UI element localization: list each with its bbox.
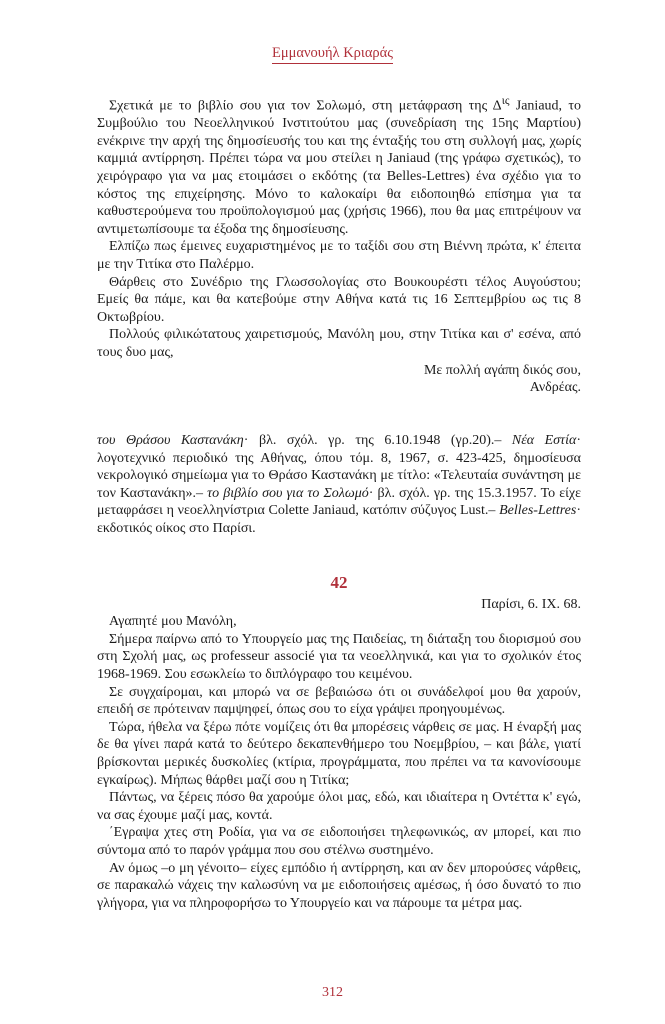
- letter-42-paragraph: Πάντως, να ξέρεις πόσο θα χαρούμε όλοι μας, εδώ, και ιδιαίτερα η Οντέττα κ' εγώ, να σας έχουμε μαζί μας, κοντά.: [97, 790, 581, 823]
- letter-number: 42: [330, 573, 348, 592]
- running-head-text: Εμμανουήλ Κριαράς: [272, 45, 393, 64]
- notes-block: [97, 432, 581, 538]
- letter-42-paragraph: Αν όμως –ο μη γένοιτο– είχες εμπόδιο ή αντίρρηση, και αν δεν μπορούσες νάρθεις, σε παρακαλώ νάχεις την καλωσύνη να με ειδοποιήσεις αμέσως, ή όσο δυνατό το πιο γλήγορα, για να πληροφορήσω το Υπουργείο και να πάρουμε τα μέτρα μας.: [97, 860, 581, 911]
- letter-41-paragraph: Σχετικά με το βιβλίο σου για τον Σολωμό, στη μετάφραση της $\Delta^{\iota\varsigma}$ Janiaud, το Συμβούλιο του Νεοελληνικού Ινστιτούτου μας (συνεδρίαση της 15ης Μαρτίου) ενέκρινε την αρχή της δημοσίευσής του και της ένταξής του στη συλλογή μας, χωρίς καμμιά αντίρρηση. Πρέπει τώρα να μου στείλει η Janiaud (της γράφω σχετικώς), το χειρόγραφο για να μας ετοιμάσει ο εκδότης (τα Belles-Lettres) ένα σχέδιο για το κόστος της επιχείρησης. Μόνο το καλοκαίρι θα ειδοποιηθώ επίσημα για τα καθυστερούμενα του προϋπολογισμού μας (χρήσις 1966), που θα μας επιτρέψουν να αντιμετωπίσουμε τα έξοδα της δημοσίευσης.: [97, 94, 581, 237]
- letter-41-closing: Με πολλή αγάπη δικός σου,: [423, 362, 581, 378]
- letter-42-body: [97, 574, 581, 912]
- letter-42-paragraph: Σήμερα παίρνω από το Υπουργείο μας της Παιδείας, τη διάταξη του διορισμού σου στη Σχολή μας, ως professeur associé για τα νεοελληνικά, και για το σχολικόν έτος 1968-1969. Σου εσωκλείω το διπλόγραφο του κειμένου.: [97, 631, 581, 682]
- letter-41-paragraph: Ελπίζω πως έμεινες ευχαριστημένος με το ταξίδι σου στη Βιέννη πρώτα, κ' έπειτα με την Τιτίκα στο Παλέρμο.: [97, 239, 581, 272]
- running-head: [0, 45, 665, 64]
- letter-41-paragraph: Πολλούς φιλικώτατους χαιρετισμούς, Μανόλη μου, στην Τιτίκα και σ' εσένα, από τους δυο μας,: [97, 327, 581, 360]
- letter-42-paragraph: ΄Εγραψα χτες στη Ροδία, για να σε ειδοποιήσει τηλεφωνικώς, αν μπορεί, και πιο σύντομα από το παρόν γράμμα που σου στέλνω συστημένο.: [97, 825, 581, 858]
- letter-41-body: [97, 92, 581, 397]
- letter-42-paragraph: Σε συγχαίρομαι, και μπορώ να σε βεβαιώσω ότι οι συνάδελφοί μου θα χαρούν, επειδή σε πρότειναν παμψηφεί, όπως σου το είχα γράψει προηγουμένως.: [97, 684, 581, 718]
- letter-42-salutation: Αγαπητέ μου Μανόλη,: [109, 614, 237, 630]
- letter-41-paragraph: Θάρθεις στο Συνέδριο της Γλωσσολογίας στο Βουκουρέστι τέλος Αυγούστου; Εμείς θα πάμε, και θα κατεβούμε στην Αθήνα κατά τις 16 Σεπτεμβρίου ως τις 8 Οκτωβρίου.: [97, 274, 581, 325]
- letter-42-place-date: Παρίσι, 6. IX. 68.: [481, 596, 581, 612]
- letter-42-paragraph: Τώρα, ήθελα να ξέρω πότε νομίζεις ότι θα μπορέσεις νάρθεις σε μας. Η έναρξή μας δε θα γίνει παρά κατά το δεύτερο δεκαπενθήμερο του Νοεμβρίου, – και βάλε, γιατί βρίσκονται μερικές δυσκολίες (κτίρια, προγράμματα, που πρέπει να τα κανονίσουμε εγκαίρως). Μήπως θάρθει μαζί σου η Τιτίκα;: [97, 719, 581, 788]
- notes-text: του Θράσου Καστανάκη· βλ. σχόλ. γρ. της 6.10.1948 (γρ.20).– Νέα Εστία· λογοτεχνικό περιοδικό της Αθήνας, όπου τόμ. 8, 1967, σ. 423-425, δημοσίευσα νεκρολογικό σημείωμα για το Θράσο Καστανάκη με τίτλο: «Τελευταία συνάντηση με τον Καστανάκη».– το βιβλίο σου για το Σολωμό· βλ. σχόλ. γρ. της 15.3.1957. Το είχε μεταφράσει η νεοελληνίστρια Colette Janiaud, κατόπιν σύζυγος Lust.– Belles-Lettres· εκδοτικός οίκος στο Παρίσι.: [97, 433, 581, 536]
- letter-41-signature: Ανδρέας.: [529, 380, 581, 396]
- page-number: 312: [322, 985, 343, 1000]
